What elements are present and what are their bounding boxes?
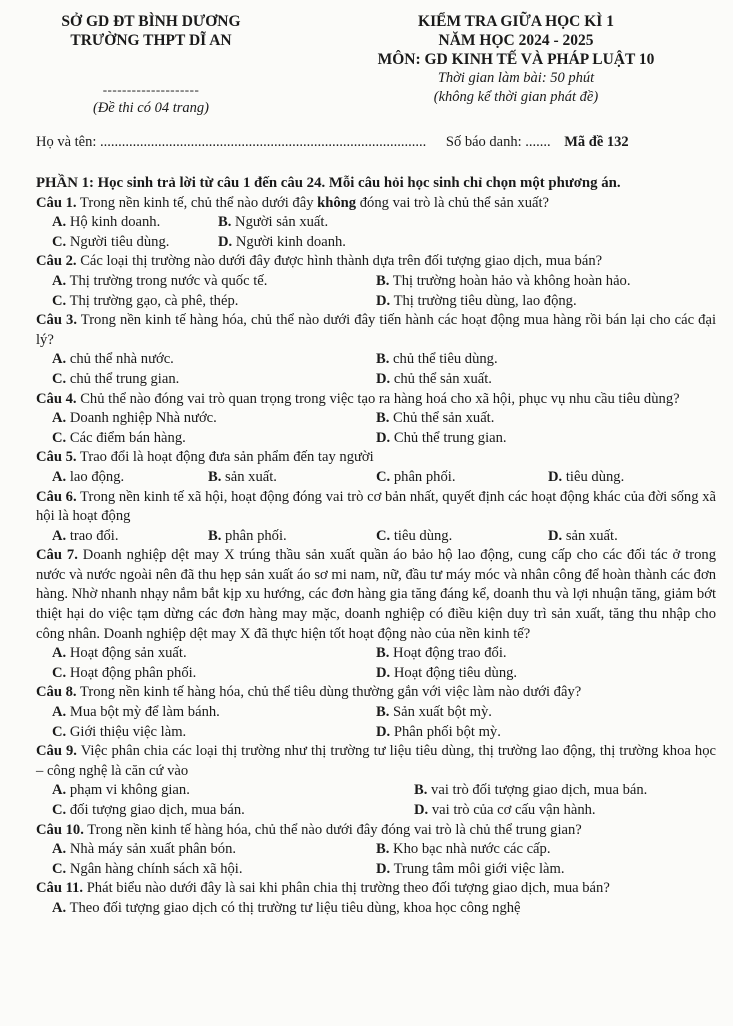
option-a[interactable]: A. lao động. [52, 468, 125, 485]
option-a[interactable]: A. phạm vi không gian. [52, 782, 190, 799]
option-b[interactable]: B. phân phối. [208, 527, 287, 544]
id-label: Số báo danh: [445, 134, 522, 150]
option-c[interactable]: C. Các điểm bán hàng. [52, 429, 186, 446]
option-b[interactable]: B. Thị trường hoàn hảo và không hoàn hảo. [376, 272, 631, 289]
question-number: Câu 3. [36, 312, 77, 329]
option-a[interactable]: A. Nhà máy sản xuất phân bón. [52, 841, 237, 858]
option-b[interactable]: B. sản xuất. [208, 468, 277, 485]
header-left [36, 12, 266, 118]
question-number: Câu 5. [36, 449, 77, 466]
option-d[interactable]: D. Thị trường tiêu dùng, lao động. [376, 292, 577, 309]
option-c[interactable]: C. Người tiêu dùng. [52, 233, 170, 250]
option-d[interactable]: D. chủ thể sản xuất. [376, 370, 492, 387]
option-c[interactable]: C. Thị trường gạo, cà phê, thép. [52, 292, 239, 309]
time-note: (không kể thời gian phát đề) [433, 89, 599, 105]
question-number: Câu 10. [36, 821, 84, 838]
options-row [36, 781, 716, 801]
option-c[interactable]: C. Hoạt động phân phối. [52, 664, 197, 681]
options-row [36, 860, 716, 880]
header-right [326, 12, 706, 107]
options-row [36, 292, 716, 312]
option-a[interactable]: A. Hộ kinh doanh. [52, 214, 161, 231]
page-count-note: (Đề thi có 04 trang) [93, 100, 209, 116]
question-1 [36, 194, 716, 253]
options-row [36, 840, 716, 860]
options-row [36, 723, 716, 743]
option-b[interactable]: B. Kho bạc nhà nước các cấp. [376, 841, 551, 858]
question-text: Trong nền kinh tế hàng hóa, chủ thể nào dưới đây tiến hành các hoạt động mua hàng rồi bán lại cho các đại lý? [36, 312, 716, 348]
question-text: đóng vai trò là chủ thể sản xuất? [356, 194, 549, 211]
option-b[interactable]: B. Người sản xuất. [218, 214, 329, 231]
question-number: Câu 8. [36, 684, 77, 701]
question-text: Trong nền kinh tế xã hội, hoạt động đóng vai trò cơ bản nhất, quyết định các hoạt động khác của đời sống xã hội là hoạt động [36, 488, 716, 525]
question-text: Chủ thể nào đóng vai trò quan trọng trong việc tạo ra hàng hoá cho xã hội, phục vụ nhu cầu tiêu dùng? [76, 390, 680, 407]
option-c[interactable]: C. phân phối. [376, 468, 456, 485]
option-d[interactable]: D. Người kinh doanh. [218, 233, 346, 250]
question-text: Trong nền kinh tế hàng hóa, chủ thể tiêu dùng thường gắn với việc làm nào dưới đây? [76, 684, 582, 701]
question-11 [36, 879, 716, 918]
options-row [36, 899, 716, 919]
question-emphasis: không [317, 194, 357, 211]
option-a[interactable]: A. Hoạt động sản xuất. [52, 645, 187, 662]
option-d[interactable]: D. Phân phối bột mỳ. [376, 723, 501, 740]
question-text: Phát biểu nào dưới đây là sai khi phân chia thị trường theo đối tượng giao dịch, mua bán? [83, 880, 610, 897]
question-number: Câu 6. [36, 488, 77, 505]
subject-title: MÔN: GD KINH TẾ VÀ PHÁP LUẬT 10 [377, 51, 655, 68]
options-row [36, 272, 716, 292]
option-d[interactable]: D. vai trò của cơ cấu vận hành. [414, 802, 596, 818]
question-5 [36, 448, 716, 487]
options-row [36, 801, 716, 821]
name-blank[interactable]: .......................................................................................... [100, 134, 427, 150]
exam-title: KIỂM TRA GIỮA HỌC KÌ 1 [418, 13, 614, 30]
option-d[interactable]: D. tiêu dùng. [548, 468, 625, 485]
question-7 [36, 546, 716, 683]
question-number: Câu 4. [36, 390, 77, 407]
option-a[interactable]: A. Thị trường trong nước và quốc tế. [52, 272, 268, 289]
name-label: Họ và tên: [36, 134, 97, 150]
option-b[interactable]: B. Hoạt động trao đổi. [376, 645, 507, 662]
part-1-heading: PHẦN 1: Học sinh trả lời từ câu 1 đến câu 24. Mỗi câu hỏi học sinh chỉ chọn một phương án. [36, 175, 621, 191]
options-row [36, 233, 716, 253]
question-text: Doanh nghiệp dệt may X trúng thầu sản xuất quần áo bảo hộ lao động, cung cấp cho các đối tác ở trong nước và nước ngoài nên đã thu hẹp sản xuất áo sơ mi nam, nữ, đầu tư máy móc và nhân công để hoàn thành các đơn hàng. Nhờ nhanh nhạy nắm bắt kịp xu hướng, các đơn hàng gia tăng đáng kể, doanh thu và lợi nhuận tăng, giảm bớt thiệt hại do việc tạm dừng các đơn hàng may mặc, doanh nghiệp có điều kiện duy trì sản xuất, tăng thu nhập cho công nhân. Doanh nghiệp dệt may X đã thực hiện tốt hoạt động nào của nền kinh tế? [36, 547, 716, 642]
exam-code: Mã đề 132 [564, 134, 629, 150]
options-row [36, 350, 716, 370]
school-name: TRƯỜNG THPT DĨ AN [70, 32, 232, 49]
question-text: Việc phân chia các loại thị trường như thị trường tư liệu tiêu dùng, thị trường lao động, thị trường khoa học – công nghệ là căn cứ vào [36, 743, 716, 779]
options-row [36, 703, 716, 723]
options-row [36, 644, 716, 664]
option-d[interactable]: D. Chủ thể trung gian. [376, 429, 507, 446]
question-text: Trong nền kinh tế, chủ thể nào dưới đây [76, 194, 318, 211]
separator-dashes: -------------------- [102, 82, 200, 97]
time-limit: Thời gian làm bài: 50 phút [437, 70, 595, 86]
question-10 [36, 821, 716, 880]
option-a[interactable]: A. chủ thể nhà nước. [52, 351, 174, 368]
question-number: Câu 11. [36, 880, 84, 897]
question-2 [36, 252, 716, 311]
option-a[interactable]: A. Theo đối tượng giao dịch có thị trường tư liệu tiêu dùng, khoa học công nghệ [52, 899, 521, 916]
question-6 [36, 488, 716, 547]
question-number: Câu 1. [36, 194, 77, 211]
option-d[interactable]: D. Trung tâm môi giới việc làm. [376, 860, 565, 877]
student-info-row [36, 133, 656, 151]
option-a[interactable]: A. Doanh nghiệp Nhà nước. [52, 410, 217, 427]
options-row [36, 664, 716, 684]
option-b[interactable]: B. Chủ thể sản xuất. [376, 410, 495, 427]
question-number: Câu 2. [36, 253, 77, 270]
question-4 [36, 390, 716, 449]
option-a[interactable]: A. Mua bột mỳ để làm bánh. [52, 704, 220, 721]
option-a[interactable]: A. trao đổi. [52, 527, 119, 544]
options-row [36, 370, 716, 390]
options-row [36, 409, 716, 429]
question-3 [36, 311, 716, 389]
option-c[interactable]: C. Giới thiệu việc làm. [52, 723, 187, 740]
options-row [36, 429, 716, 449]
question-text: Trong nền kinh tế hàng hóa, chủ thể nào dưới đây đóng vai trò là chủ thể trung gian? [83, 821, 582, 838]
school-year: NĂM HỌC 2024 - 2025 [438, 32, 594, 49]
option-b[interactable]: B. chủ thể tiêu dùng. [376, 351, 498, 368]
department-name: SỞ GD ĐT BÌNH DƯƠNG [61, 13, 241, 30]
option-c[interactable]: C. đối tượng giao dịch, mua bán. [52, 802, 245, 818]
option-c[interactable]: C. tiêu dùng. [376, 527, 453, 544]
option-b[interactable]: B. vai trò đối tượng giao dịch, mua bán. [414, 782, 648, 799]
option-b[interactable]: B. Sản xuất bột mỳ. [376, 704, 492, 721]
question-text: Các loại thị trường nào dưới đây được hình thành dựa trên đối tượng giao dịch, mua bán? [76, 253, 603, 270]
exam-content [36, 174, 716, 919]
options-row [36, 527, 716, 547]
option-d[interactable]: D. sản xuất. [548, 527, 618, 544]
question-8 [36, 683, 716, 742]
option-c[interactable]: C. Ngân hàng chính sách xã hội. [52, 860, 243, 877]
option-c[interactable]: C. chủ thể trung gian. [52, 370, 180, 387]
question-number: Câu 9. [36, 743, 77, 760]
question-text: Trao đổi là hoạt động đưa sản phẩm đến tay người [76, 449, 374, 466]
options-row [36, 468, 716, 488]
options-row [36, 213, 716, 233]
question-number: Câu 7. [36, 547, 78, 564]
id-blank[interactable]: ....... [525, 134, 551, 150]
question-9 [36, 742, 716, 820]
option-d[interactable]: D. Hoạt động tiêu dùng. [376, 664, 518, 681]
